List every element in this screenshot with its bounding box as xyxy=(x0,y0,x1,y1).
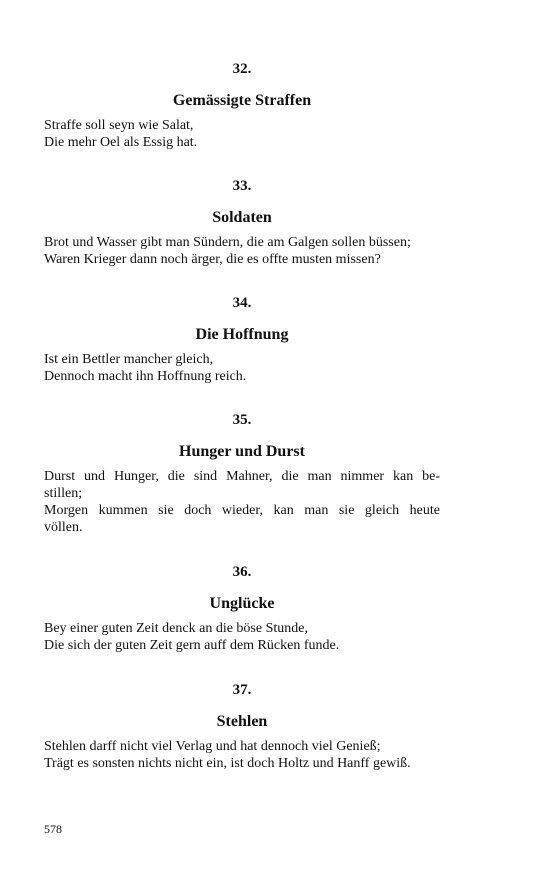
page-number: 578 xyxy=(44,822,62,836)
epigram-35 xyxy=(44,411,440,536)
epigram-text xyxy=(44,117,440,151)
epigram-text xyxy=(44,620,440,654)
verse-line: Trägt es sonsten nichts nicht ein, ist doch Holtz und Hanff gewiß. xyxy=(44,756,411,771)
verse-line: Brot und Wasser gibt man Sündern, die am Galgen sollen büssen; xyxy=(44,235,411,250)
verse-line: Morgen kummen sie doch wieder, kan man sie gleich heute xyxy=(44,503,440,518)
epigram-number: 32. xyxy=(232,61,252,77)
verse-line: Dennoch macht ihn Hoffnung reich. xyxy=(44,369,247,384)
epigram-36 xyxy=(44,563,440,654)
epigram-33 xyxy=(44,177,440,268)
epigram-title: Gemässigte Straffen xyxy=(172,92,312,109)
epigram-number: 37. xyxy=(232,682,252,698)
epigram-text xyxy=(44,351,440,385)
epigram-37 xyxy=(44,681,440,772)
verse-line: Ist ein Bettler mancher gleich, xyxy=(44,352,214,367)
epigram-number: 33. xyxy=(232,178,252,194)
verse-line: stillen; xyxy=(44,486,83,501)
epigram-32 xyxy=(44,60,440,151)
verse-line: Durst und Hunger, die sind Mahner, die man nimmer kan be- xyxy=(44,469,440,484)
epigram-title: Soldaten xyxy=(212,209,272,226)
verse-line: Stehlen darff nicht viel Verlag und hat dennoch viel Genieß; xyxy=(44,739,381,754)
verse-line: völlen. xyxy=(44,520,83,535)
epigram-number: 36. xyxy=(232,564,252,580)
verse-line: Bey einer guten Zeit denck an die böse Stunde, xyxy=(44,621,308,636)
epigram-title: Hunger und Durst xyxy=(179,443,305,460)
verse-line: Die mehr Oel als Essig hat. xyxy=(44,135,198,150)
epigram-title: Unglücke xyxy=(209,595,275,612)
verse-line: Waren Krieger dann noch ärger, die es offte musten missen? xyxy=(44,252,381,267)
verse-line: Straffe soll seyn wie Salat, xyxy=(44,118,194,133)
epigram-title: Die Hoffnung xyxy=(195,326,289,343)
verse-line: Die sich der guten Zeit gern auff dem Rücken funde. xyxy=(44,638,340,653)
epigram-number: 35. xyxy=(232,412,252,428)
epigram-text xyxy=(44,468,440,536)
epigram-text xyxy=(44,738,440,772)
epigram-title: Stehlen xyxy=(216,713,268,730)
epigram-number: 34. xyxy=(232,295,252,311)
epigram-34 xyxy=(44,294,440,385)
epigram-text xyxy=(44,234,440,268)
